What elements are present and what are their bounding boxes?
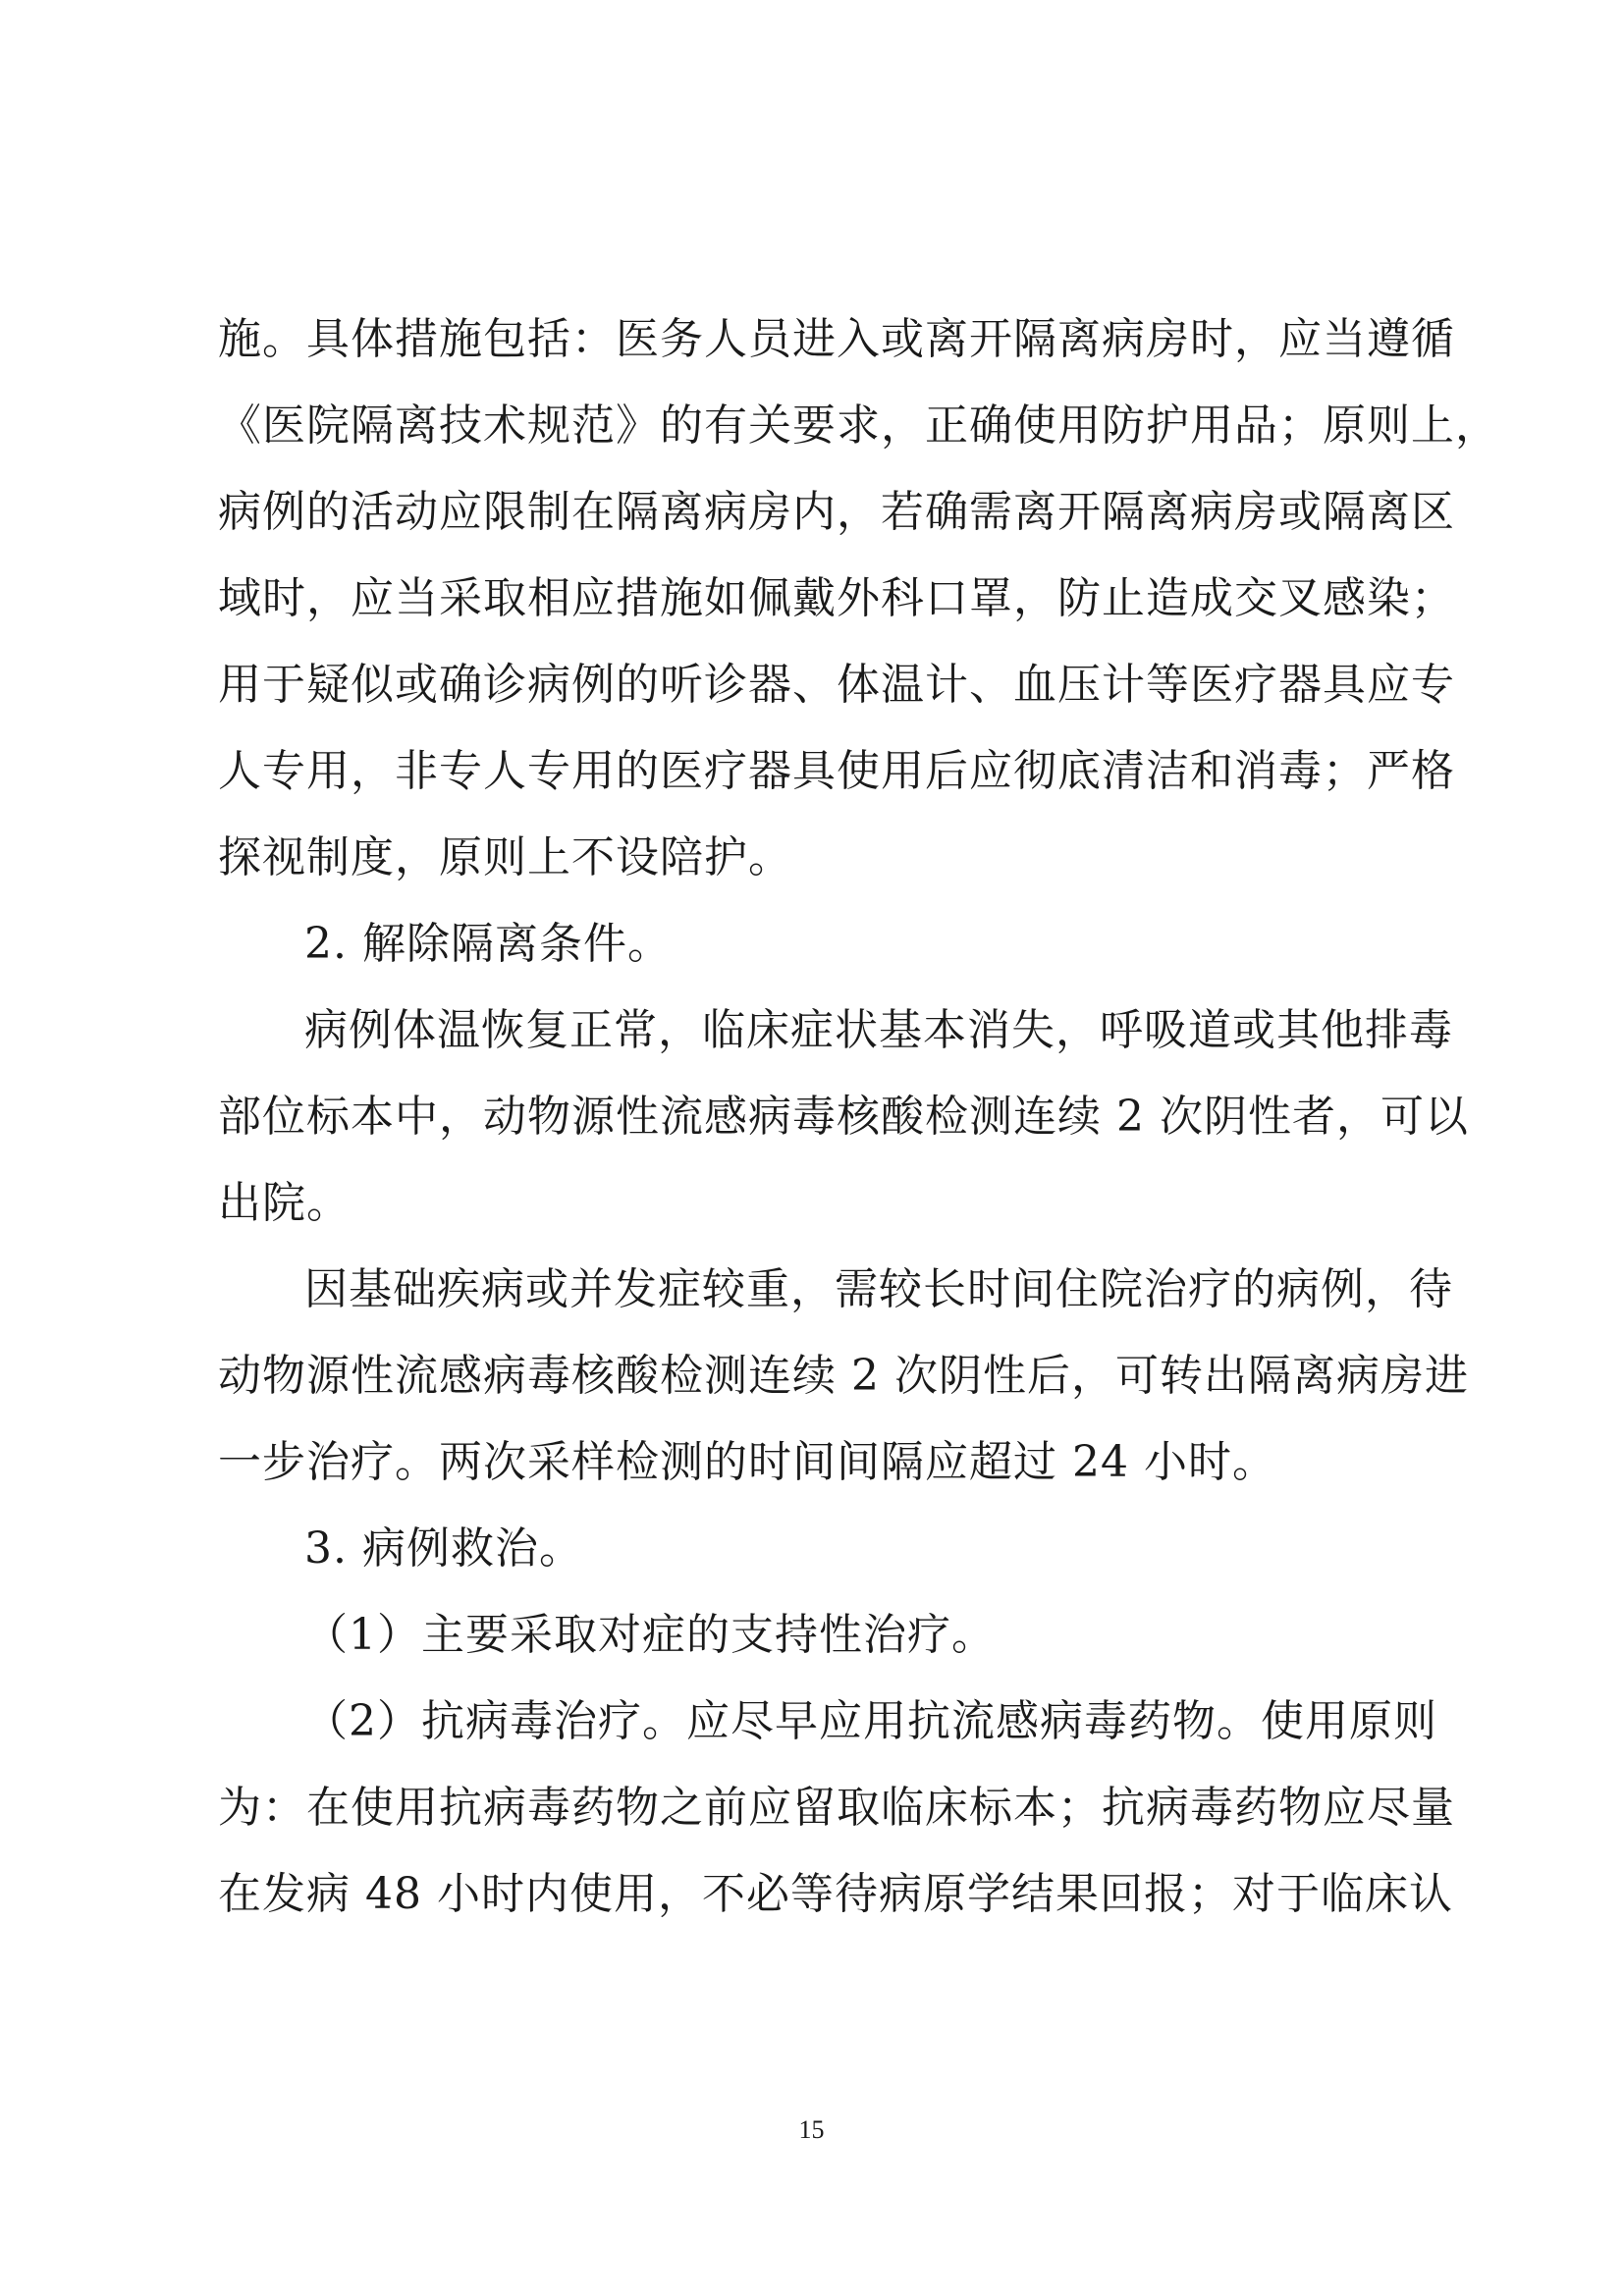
text-line: 为：在使用抗病毒药物之前应留取临床标本；抗病毒药物应尽量 [218, 1783, 1455, 1833]
text-line: 因基础疾病或并发症较重，需较长时间住院治疗的病例，待 [304, 1264, 1453, 1314]
section-heading-release-conditions: 2. 解除隔离条件。 [304, 919, 672, 969]
paragraph-antiviral-therapy [218, 1679, 1455, 1938]
text-line: 探视制度，原则上不设陪护。 [218, 832, 792, 882]
section-heading-case-treatment: 3. 病例救治。 [304, 1523, 583, 1574]
text-line: 一步治疗。两次采样检测的时间间隔应超过 24 小时。 [218, 1437, 1276, 1487]
text-line: 病例的活动应限制在隔离病房内，若确需离开隔离病房或隔离区 [218, 487, 1455, 537]
text-line: 施。具体措施包括：医务人员进入或离开隔离病房时，应当遵循 [218, 314, 1455, 364]
text-line: 人专用，非专人专用的医疗器具使用后应彻底清洁和消毒；严格 [218, 746, 1455, 796]
text-line: 在发病 48 小时内使用，不必等待病原学结果回报；对于临床认 [218, 1869, 1453, 1919]
text-line: （2）抗病毒治疗。应尽早应用抗流感病毒药物。使用原则 [304, 1696, 1437, 1746]
text-line: 域时，应当采取相应措施如佩戴外科口罩，防止造成交叉感染； [218, 573, 1455, 623]
page-number: 15 [798, 2115, 825, 2144]
text-line: 动物源性流感病毒核酸检测连续 2 次阴性后，可转出隔离病房进 [218, 1351, 1469, 1401]
paragraph-discharge-criteria [218, 988, 1469, 1247]
list-item-supportive-therapy: （1）主要采取对症的支持性治疗。 [304, 1610, 996, 1660]
text-line: 用于疑似或确诊病例的听诊器、体温计、血压计等医疗器具应专 [218, 660, 1455, 710]
text-line: 病例体温恢复正常，临床症状基本消失，呼吸道或其他排毒 [304, 1005, 1453, 1055]
paragraph-long-stay-cases [218, 1247, 1469, 1506]
text-line: 部位标本中，动物源性流感病毒核酸检测连续 2 次阴性者，可以 [218, 1092, 1469, 1142]
paragraph-isolation-measures [218, 296, 1499, 901]
text-line: 《医院隔离技术规范》的有关要求，正确使用防护用品；原则上， [218, 400, 1499, 451]
text-line: 出院。 [218, 1178, 351, 1228]
document-body [218, 296, 1499, 1938]
